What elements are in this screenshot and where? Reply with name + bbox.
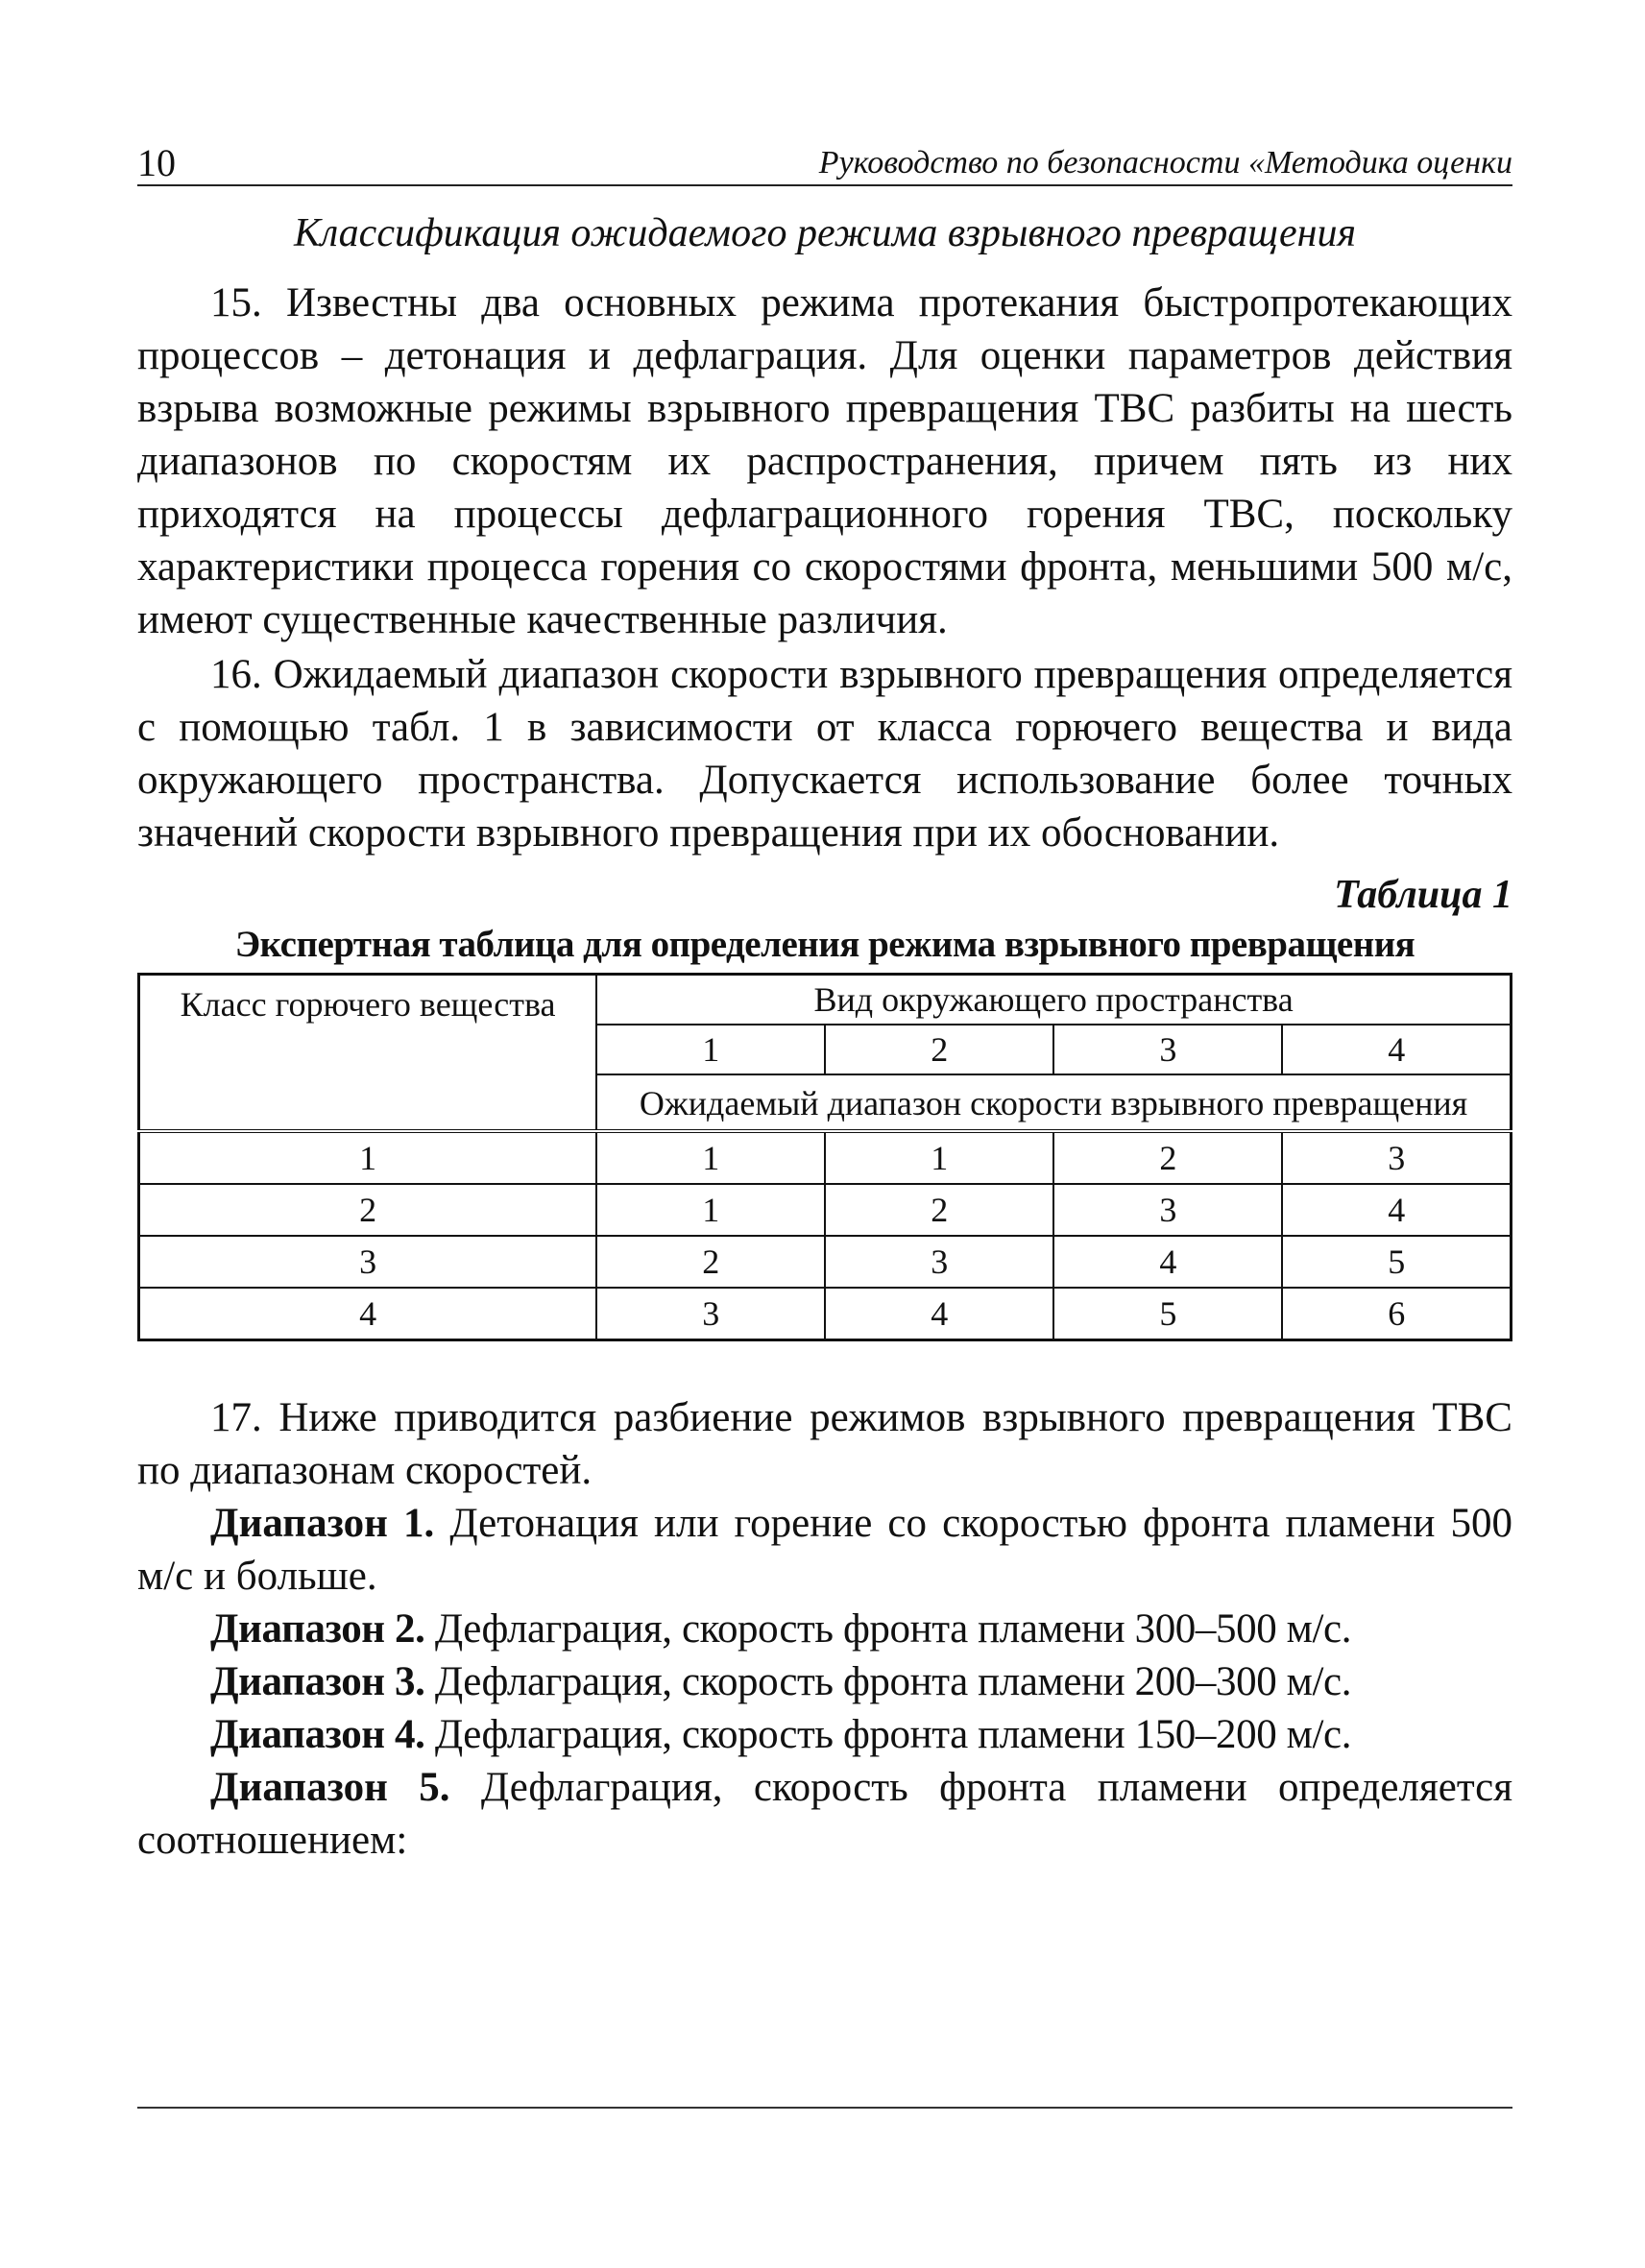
running-header xyxy=(137,134,1512,186)
value-cell: 3 xyxy=(825,1236,1053,1288)
range-2-lead: Диапазон 2. xyxy=(210,1606,425,1652)
range-3-text: Дефлаграция, скорость фронта пламени 200–300 м/с. xyxy=(424,1659,1352,1704)
range-4-text: Дефлаграция, скорость фронта пламени 150–200 м/с. xyxy=(424,1712,1352,1757)
class-cell: 4 xyxy=(139,1288,597,1340)
expert-table xyxy=(137,973,1512,1341)
table-label: Таблица 1 xyxy=(1334,873,1512,917)
page-number: 10 xyxy=(137,141,176,184)
space-header-cell: Вид окружающего пространства xyxy=(596,975,1511,1025)
value-cell: 3 xyxy=(1053,1184,1282,1236)
table-row xyxy=(139,1131,1512,1184)
range-4-paragraph xyxy=(137,1708,1512,1761)
value-cell: 3 xyxy=(1282,1131,1511,1184)
class-header-cell: Класс горючего вещества xyxy=(139,975,597,1132)
document-page xyxy=(137,134,1512,1867)
bottom-divider xyxy=(137,2107,1512,2109)
value-cell: 2 xyxy=(596,1236,825,1288)
value-cell: 2 xyxy=(1053,1131,1282,1184)
class-cell: 3 xyxy=(139,1236,597,1288)
value-cell: 3 xyxy=(596,1288,825,1340)
range-3-paragraph xyxy=(137,1655,1512,1708)
class-cell: 1 xyxy=(139,1131,597,1184)
value-cell: 5 xyxy=(1053,1288,1282,1340)
value-cell: 1 xyxy=(825,1131,1053,1184)
table-header-row xyxy=(139,975,1512,1025)
value-cell: 4 xyxy=(825,1288,1053,1340)
table-row xyxy=(139,1236,1512,1288)
range-caption-cell: Ожидаемый диапазон скорости взрывного превращения xyxy=(596,1074,1511,1131)
space-column-3: 3 xyxy=(1053,1025,1282,1074)
value-cell: 2 xyxy=(825,1184,1053,1236)
table-row xyxy=(139,1288,1512,1340)
range-1-paragraph xyxy=(137,1497,1512,1603)
range-5-text: Дефлаграция, скорость фронта пламени определяется соотношением: xyxy=(137,1765,1513,1863)
value-cell: 4 xyxy=(1282,1184,1511,1236)
range-3-lead: Диапазон 3. xyxy=(210,1659,425,1704)
space-column-4: 4 xyxy=(1282,1025,1511,1074)
value-cell: 5 xyxy=(1282,1236,1511,1288)
range-1-text: Детонация или горение со скоростью фронта пламени 500 м/с и больше. xyxy=(137,1501,1512,1599)
value-cell: 4 xyxy=(1053,1236,1282,1288)
range-2-text: Дефлаграция, скорость фронта пламени 300–500 м/с. xyxy=(424,1606,1352,1652)
section-title: Классификация ожидаемого режима взрывного превращения xyxy=(293,211,1357,255)
paragraph-17: 17. Ниже приводится разбиение режимов взрывного превращения ТВС по диапазонам скоростей. xyxy=(137,1395,1512,1493)
value-cell: 1 xyxy=(596,1184,825,1236)
range-2-paragraph xyxy=(137,1603,1512,1655)
paragraph-16: 16. Ожидаемый диапазон скорости взрывного превращения определяется с помощью табл. 1 в зависимости от класса горючего вещества и вида окружающего пространства. Допускается использование более точных значений скорости взрывного превращения при их обосновании. xyxy=(137,652,1512,856)
range-5-paragraph xyxy=(137,1761,1512,1867)
table-title: Экспертная таблица для определения режима взрывного превращения xyxy=(234,924,1415,965)
range-4-lead: Диапазон 4. xyxy=(210,1712,425,1757)
range-1-lead: Диапазон 1. xyxy=(210,1501,435,1546)
table-row xyxy=(139,1184,1512,1236)
space-column-1: 1 xyxy=(596,1025,825,1074)
space-column-2: 2 xyxy=(825,1025,1053,1074)
range-5-lead: Диапазон 5. xyxy=(210,1765,450,1810)
running-title: Руководство по безопасности «Методика оценки xyxy=(818,145,1512,181)
value-cell: 6 xyxy=(1282,1288,1511,1340)
paragraph-15: 15. Известны два основных режима протекания быстропротекающих процессов – детонация и дефлаграция. Для оценки параметров действия взрыва возможные режимы взрывного превращения ТВС разбиты на шесть диапазонов по скоростям их распространения, причем пять из них приходятся на процессы дефлаграционного горения ТВС, поскольку характеристики процесса горения со скоростями фронта, меньшими 500 м/с, имеют существенные качественные различия. xyxy=(137,280,1512,642)
value-cell: 1 xyxy=(596,1131,825,1184)
class-cell: 2 xyxy=(139,1184,597,1236)
